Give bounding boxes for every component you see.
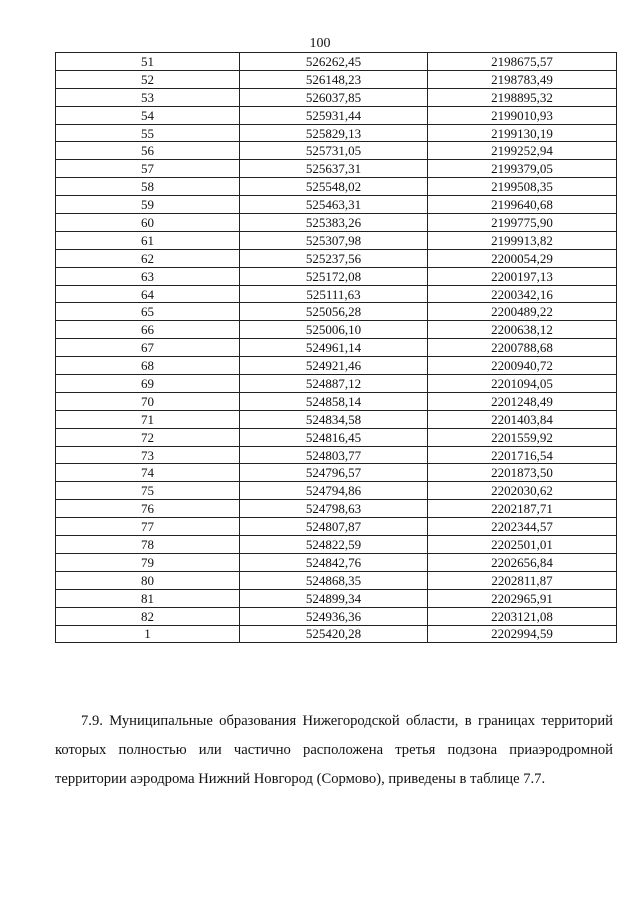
point-number-cell: 73 — [56, 446, 240, 464]
y-coordinate-cell: 2202187,71 — [428, 500, 617, 518]
y-coordinate-cell: 2201094,05 — [428, 375, 617, 393]
table-row — [56, 375, 617, 393]
y-coordinate-cell: 2199010,93 — [428, 106, 617, 124]
y-coordinate-cell: 2201403,84 — [428, 410, 617, 428]
point-number-cell: 67 — [56, 339, 240, 357]
x-coordinate-cell: 524822,59 — [240, 536, 428, 554]
point-number-cell: 55 — [56, 124, 240, 142]
x-coordinate-cell: 525637,31 — [240, 160, 428, 178]
point-number-cell: 56 — [56, 142, 240, 160]
page-number: 100 — [309, 36, 331, 51]
table-row — [56, 88, 617, 106]
y-coordinate-cell: 2202344,57 — [428, 518, 617, 536]
x-coordinate-cell: 525463,31 — [240, 196, 428, 214]
y-coordinate-cell: 2202811,87 — [428, 571, 617, 589]
x-coordinate-cell: 525420,28 — [240, 625, 428, 643]
point-number-cell: 62 — [56, 249, 240, 267]
table-row — [56, 607, 617, 625]
x-coordinate-cell: 525056,28 — [240, 303, 428, 321]
y-coordinate-cell: 2202965,91 — [428, 589, 617, 607]
point-number-cell: 58 — [56, 178, 240, 196]
x-coordinate-cell: 524798,63 — [240, 500, 428, 518]
y-coordinate-cell: 2199913,82 — [428, 231, 617, 249]
table-row — [56, 518, 617, 536]
table-row — [56, 196, 617, 214]
x-coordinate-cell: 526262,45 — [240, 53, 428, 71]
table-row — [56, 553, 617, 571]
table-row — [56, 392, 617, 410]
point-number-cell: 71 — [56, 410, 240, 428]
y-coordinate-cell: 2202994,59 — [428, 625, 617, 643]
y-coordinate-cell: 2201248,49 — [428, 392, 617, 410]
table-row — [56, 428, 617, 446]
point-number-cell: 74 — [56, 464, 240, 482]
x-coordinate-cell: 524842,76 — [240, 553, 428, 571]
y-coordinate-cell: 2199508,35 — [428, 178, 617, 196]
point-number-cell: 51 — [56, 53, 240, 71]
point-number-cell: 57 — [56, 160, 240, 178]
table-row — [56, 303, 617, 321]
point-number-cell: 61 — [56, 231, 240, 249]
point-number-cell: 64 — [56, 285, 240, 303]
x-coordinate-cell: 524868,35 — [240, 571, 428, 589]
table-row — [56, 321, 617, 339]
table-row — [56, 285, 617, 303]
point-number-cell: 60 — [56, 214, 240, 232]
point-number-cell: 82 — [56, 607, 240, 625]
point-number-cell: 65 — [56, 303, 240, 321]
y-coordinate-cell: 2199252,94 — [428, 142, 617, 160]
y-coordinate-cell: 2200342,16 — [428, 285, 617, 303]
x-coordinate-cell: 525111,63 — [240, 285, 428, 303]
y-coordinate-cell: 2198675,57 — [428, 53, 617, 71]
y-coordinate-cell: 2202030,62 — [428, 482, 617, 500]
table-row — [56, 70, 617, 88]
x-coordinate-cell: 524936,36 — [240, 607, 428, 625]
section-paragraph: 7.9. Муниципальные образования Нижегородской области, в границах территорий которых полностью или частично расположена третья подзона приаэродромной территории аэродрома Нижний Новгород (Сормово), приведены в таблице 7.7. — [55, 713, 613, 787]
x-coordinate-cell: 524834,58 — [240, 410, 428, 428]
x-coordinate-cell: 525829,13 — [240, 124, 428, 142]
x-coordinate-cell: 524961,14 — [240, 339, 428, 357]
x-coordinate-cell: 524887,12 — [240, 375, 428, 393]
x-coordinate-cell: 526148,23 — [240, 70, 428, 88]
table-row — [56, 410, 617, 428]
point-number-cell: 72 — [56, 428, 240, 446]
table-row — [56, 53, 617, 71]
point-number-cell: 52 — [56, 70, 240, 88]
point-number-cell: 53 — [56, 88, 240, 106]
y-coordinate-cell: 2199379,05 — [428, 160, 617, 178]
y-coordinate-cell: 2200638,12 — [428, 321, 617, 339]
table-row — [56, 142, 617, 160]
x-coordinate-cell: 526037,85 — [240, 88, 428, 106]
y-coordinate-cell: 2198783,49 — [428, 70, 617, 88]
y-coordinate-cell: 2200788,68 — [428, 339, 617, 357]
x-coordinate-cell: 524803,77 — [240, 446, 428, 464]
table-row — [56, 267, 617, 285]
x-coordinate-cell: 524794,86 — [240, 482, 428, 500]
x-coordinate-cell: 524816,45 — [240, 428, 428, 446]
table-row — [56, 124, 617, 142]
x-coordinate-cell: 524796,57 — [240, 464, 428, 482]
x-coordinate-cell: 525931,44 — [240, 106, 428, 124]
table-row — [56, 464, 617, 482]
x-coordinate-cell: 524858,14 — [240, 392, 428, 410]
point-number-cell: 70 — [56, 392, 240, 410]
table-row — [56, 625, 617, 643]
y-coordinate-cell: 2203121,08 — [428, 607, 617, 625]
table-row — [56, 571, 617, 589]
coordinates-table-body — [56, 53, 617, 643]
x-coordinate-cell: 525731,05 — [240, 142, 428, 160]
y-coordinate-cell: 2202501,01 — [428, 536, 617, 554]
point-number-cell: 54 — [56, 106, 240, 124]
table-row — [56, 536, 617, 554]
point-number-cell: 81 — [56, 589, 240, 607]
table-row — [56, 178, 617, 196]
table-row — [56, 339, 617, 357]
y-coordinate-cell: 2198895,32 — [428, 88, 617, 106]
y-coordinate-cell: 2199640,68 — [428, 196, 617, 214]
table-row — [56, 482, 617, 500]
table-row — [56, 160, 617, 178]
y-coordinate-cell: 2200197,13 — [428, 267, 617, 285]
y-coordinate-cell: 2200940,72 — [428, 357, 617, 375]
y-coordinate-cell: 2199775,90 — [428, 214, 617, 232]
table-row — [56, 231, 617, 249]
y-coordinate-cell: 2201716,54 — [428, 446, 617, 464]
x-coordinate-cell: 525237,56 — [240, 249, 428, 267]
point-number-cell: 66 — [56, 321, 240, 339]
point-number-cell: 59 — [56, 196, 240, 214]
y-coordinate-cell: 2199130,19 — [428, 124, 617, 142]
table-row — [56, 249, 617, 267]
table-row — [56, 589, 617, 607]
point-number-cell: 80 — [56, 571, 240, 589]
table-row — [56, 500, 617, 518]
x-coordinate-cell: 524807,87 — [240, 518, 428, 536]
table-row — [56, 446, 617, 464]
coordinates-table — [55, 52, 617, 643]
y-coordinate-cell: 2200054,29 — [428, 249, 617, 267]
point-number-cell: 1 — [56, 625, 240, 643]
y-coordinate-cell: 2202656,84 — [428, 553, 617, 571]
point-number-cell: 69 — [56, 375, 240, 393]
x-coordinate-cell: 525383,26 — [240, 214, 428, 232]
y-coordinate-cell: 2200489,22 — [428, 303, 617, 321]
x-coordinate-cell: 525006,10 — [240, 321, 428, 339]
point-number-cell: 63 — [56, 267, 240, 285]
x-coordinate-cell: 524921,46 — [240, 357, 428, 375]
x-coordinate-cell: 525307,98 — [240, 231, 428, 249]
point-number-cell: 79 — [56, 553, 240, 571]
table-row — [56, 106, 617, 124]
x-coordinate-cell: 525172,08 — [240, 267, 428, 285]
table-row — [56, 214, 617, 232]
point-number-cell: 77 — [56, 518, 240, 536]
x-coordinate-cell: 524899,34 — [240, 589, 428, 607]
point-number-cell: 78 — [56, 536, 240, 554]
y-coordinate-cell: 2201559,92 — [428, 428, 617, 446]
x-coordinate-cell: 525548,02 — [240, 178, 428, 196]
y-coordinate-cell: 2201873,50 — [428, 464, 617, 482]
point-number-cell: 75 — [56, 482, 240, 500]
table-row — [56, 357, 617, 375]
point-number-cell: 68 — [56, 357, 240, 375]
point-number-cell: 76 — [56, 500, 240, 518]
